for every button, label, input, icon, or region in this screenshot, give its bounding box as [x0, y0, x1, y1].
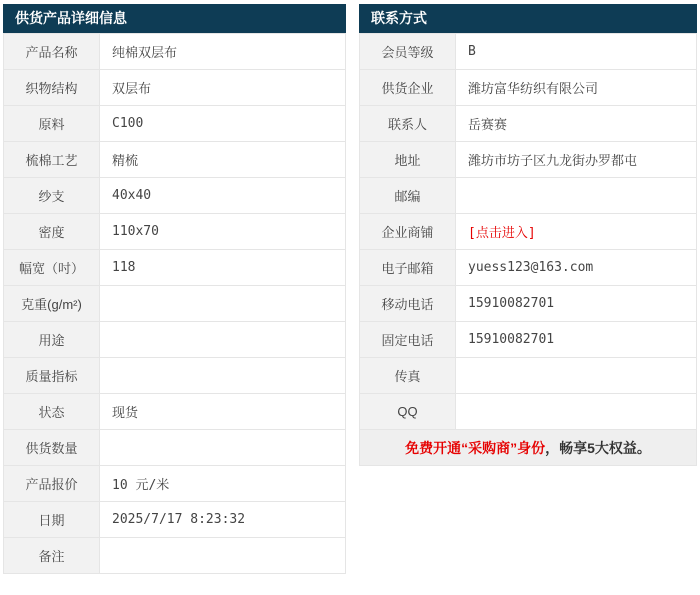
row-value: 2025/7/17 8:23:32	[100, 502, 346, 538]
row-value	[456, 358, 697, 394]
row-label: 企业商铺	[360, 214, 456, 250]
row-value: 15910082701	[456, 322, 697, 358]
row-label: 固定电话	[360, 322, 456, 358]
table-row	[360, 286, 697, 322]
row-label: 状态	[4, 394, 100, 430]
table-row	[360, 214, 697, 250]
row-value: 118	[100, 250, 346, 286]
promo-benefit-text: ，畅享5大权益。	[545, 439, 651, 456]
row-value	[100, 538, 346, 574]
promo-cell	[360, 430, 697, 466]
row-value: 岳赛赛	[456, 106, 697, 142]
row-label: 会员等级	[360, 34, 456, 70]
row-label: 供货企业	[360, 70, 456, 106]
table-row	[4, 214, 346, 250]
row-label: 质量指标	[4, 358, 100, 394]
promo-buyer-signup-link[interactable]: 免费开通“采购商”身份	[405, 439, 546, 456]
promo-row	[360, 430, 697, 466]
table-row	[4, 250, 346, 286]
table-row	[4, 178, 346, 214]
row-label: 密度	[4, 214, 100, 250]
table-row	[4, 466, 346, 502]
table-row	[360, 34, 697, 70]
row-label: 联系人	[360, 106, 456, 142]
table-row	[4, 70, 346, 106]
row-value: 15910082701	[456, 286, 697, 322]
row-label: 织物结构	[4, 70, 100, 106]
product-detail-panel	[3, 4, 346, 574]
table-row	[4, 106, 346, 142]
row-label: 克重(g/m²)	[4, 286, 100, 322]
table-row	[4, 142, 346, 178]
row-value: 潍坊市坊子区九龙街办罗都屯	[456, 142, 697, 178]
row-label: 幅宽（吋）	[4, 250, 100, 286]
row-label: 电子邮箱	[360, 250, 456, 286]
table-row	[360, 322, 697, 358]
table-row	[360, 142, 697, 178]
row-value: yuess123@163.com	[456, 250, 697, 286]
table-row	[4, 394, 346, 430]
row-label: 地址	[360, 142, 456, 178]
shop-enter-link[interactable]: [点击进入]	[456, 214, 697, 250]
row-value: C100	[100, 106, 346, 142]
product-detail-table	[3, 33, 346, 574]
table-row	[360, 250, 697, 286]
row-value: 精梳	[100, 142, 346, 178]
row-label: 备注	[4, 538, 100, 574]
row-value	[100, 430, 346, 466]
product-panel-title: 供货产品详细信息	[3, 4, 346, 33]
table-row	[4, 286, 346, 322]
row-value	[100, 322, 346, 358]
table-row	[4, 34, 346, 70]
row-value	[456, 394, 697, 430]
row-label: 产品报价	[4, 466, 100, 502]
row-value	[100, 358, 346, 394]
row-label: 产品名称	[4, 34, 100, 70]
contact-table	[359, 33, 697, 466]
row-value: 110x70	[100, 214, 346, 250]
row-label: 纱支	[4, 178, 100, 214]
table-row	[4, 322, 346, 358]
row-value: 现货	[100, 394, 346, 430]
row-label: 传真	[360, 358, 456, 394]
row-label: 原料	[4, 106, 100, 142]
table-row	[4, 502, 346, 538]
row-label: 梳棉工艺	[4, 142, 100, 178]
row-value: B	[456, 34, 697, 70]
table-row	[360, 106, 697, 142]
row-label: 移动电话	[360, 286, 456, 322]
table-row	[360, 70, 697, 106]
promo-section	[360, 430, 697, 466]
product-table-body	[4, 34, 346, 574]
row-label: 用途	[4, 322, 100, 358]
contact-panel-title: 联系方式	[359, 4, 697, 33]
row-value: 40x40	[100, 178, 346, 214]
table-row	[360, 358, 697, 394]
row-value: 双层布	[100, 70, 346, 106]
row-value	[456, 178, 697, 214]
contact-table-body	[360, 34, 697, 430]
row-value: 纯棉双层布	[100, 34, 346, 70]
table-row	[4, 538, 346, 574]
table-row	[360, 394, 697, 430]
row-value: 潍坊富华纺织有限公司	[456, 70, 697, 106]
table-row	[4, 430, 346, 466]
row-label: 供货数量	[4, 430, 100, 466]
row-value: 10 元/米	[100, 466, 346, 502]
row-label: QQ	[360, 394, 456, 430]
row-label: 日期	[4, 502, 100, 538]
table-row	[360, 178, 697, 214]
row-value	[100, 286, 346, 322]
table-row	[4, 358, 346, 394]
row-label: 邮编	[360, 178, 456, 214]
contact-panel	[359, 4, 697, 466]
